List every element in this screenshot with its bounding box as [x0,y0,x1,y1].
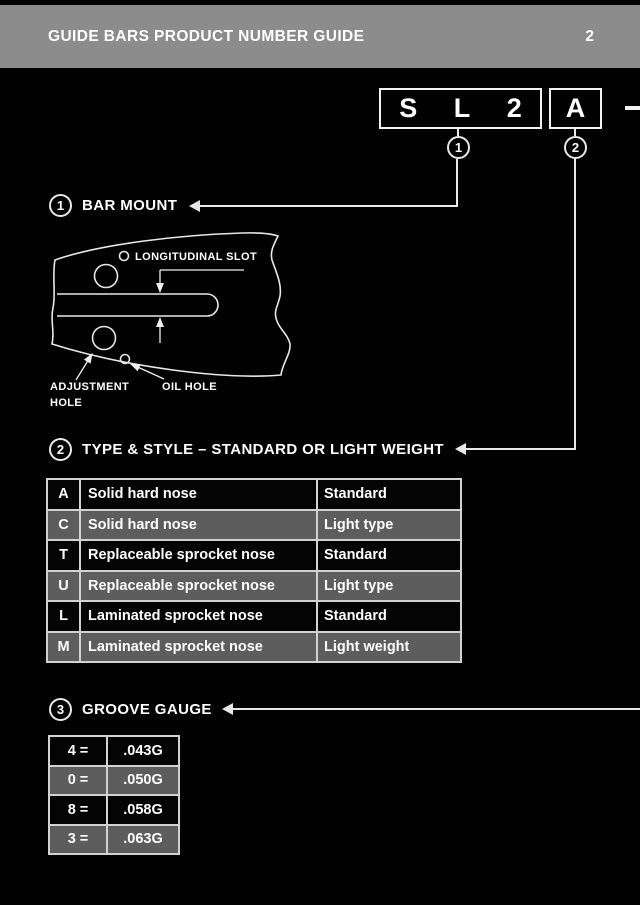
page-header [0,5,640,68]
groove-gauge-arrowhead-icon [222,703,233,715]
type-code-cell: M [47,632,80,663]
bar-mount-arrow-line [200,205,458,207]
table-row [49,795,179,825]
callout-1-connector-vertical [456,159,458,207]
groove-gauge-arrow-line [233,708,640,710]
slot-dimension-up-arrowhead-icon [156,317,164,327]
page-title: GUIDE BARS PRODUCT NUMBER GUIDE [48,27,365,45]
type-style-cell: Light weight [317,632,461,663]
section-3-heading [49,698,212,721]
code-continuation-dash [625,106,640,110]
gauge-code-cell: 3 = [49,825,107,855]
adjustment-hole-label-line1: ADJUSTMENT [50,381,130,393]
section-2-title: TYPE & STYLE – STANDARD OR LIGHT WEIGHT [82,441,444,458]
section-2-heading [49,438,444,461]
type-description-cell: Replaceable sprocket nose [80,540,317,571]
type-code-cell: A [47,479,80,510]
upper-mount-hole [95,265,118,288]
product-code-box-mount [379,88,542,129]
product-code-box-type [549,88,602,129]
section-3-number-badge: 3 [49,698,72,721]
type-style-arrow-line [466,448,576,450]
type-style-cell: Light type [317,510,461,541]
gauge-value-cell: .043G [107,736,179,766]
table-row [49,825,179,855]
gauge-value-cell: .058G [107,795,179,825]
gauge-value-cell: .063G [107,825,179,855]
table-row [47,510,461,541]
type-style-cell: Standard [317,601,461,632]
gauge-value-cell: .050G [107,766,179,796]
code-char-2: L [453,93,471,123]
adjustment-hole-label-line2: HOLE [50,397,83,409]
type-description-cell: Solid hard nose [80,510,317,541]
callout-2-circle: 2 [564,136,587,159]
table-row [47,601,461,632]
groove-gauge-table [48,735,180,855]
type-code-cell: T [47,540,80,571]
bar-mount-arrowhead-icon [189,200,200,212]
type-code-cell: U [47,571,80,602]
slot-label-dot-icon [120,252,129,261]
section-1-number-badge: 1 [49,194,72,217]
type-style-cell: Standard [317,540,461,571]
callout-2-stub-line [574,129,576,136]
type-code-cell: L [47,601,80,632]
longitudinal-slot-shape [57,294,218,316]
gauge-code-cell: 0 = [49,766,107,796]
type-style-arrowhead-icon [455,443,466,455]
table-row [47,632,461,663]
longitudinal-slot-label: LONGITUDINAL SLOT [135,251,258,263]
type-description-cell: Laminated sprocket nose [80,601,317,632]
bar-mount-diagram [30,228,310,418]
table-row [49,766,179,796]
page-number: 2 [585,27,594,45]
table-row [47,540,461,571]
type-style-cell: Light type [317,571,461,602]
code-char-3: 2 [506,93,522,123]
oil-hole-label: OIL HOLE [162,381,217,393]
type-style-table [46,478,462,663]
type-code-cell: C [47,510,80,541]
adjustment-hole [93,327,116,350]
callout-1-stub-line [457,129,459,136]
code-char-1: S [399,93,418,123]
section-2-number-badge: 2 [49,438,72,461]
section-1-heading [49,194,177,217]
table-row [49,736,179,766]
code-char-4: A [565,93,586,123]
type-description-cell: Solid hard nose [80,479,317,510]
callout-1-circle: 1 [447,136,470,159]
callout-2-connector-vertical [574,159,576,450]
section-3-title: GROOVE GAUGE [82,701,212,718]
type-style-cell: Standard [317,479,461,510]
gauge-code-cell: 4 = [49,736,107,766]
adjustment-hole-arrow [76,354,92,380]
gauge-code-cell: 8 = [49,795,107,825]
table-row [47,571,461,602]
slot-dimension-down-arrowhead-icon [156,283,164,293]
section-1-title: BAR MOUNT [82,197,178,214]
table-row [47,479,461,510]
type-description-cell: Replaceable sprocket nose [80,571,317,602]
type-description-cell: Laminated sprocket nose [80,632,317,663]
